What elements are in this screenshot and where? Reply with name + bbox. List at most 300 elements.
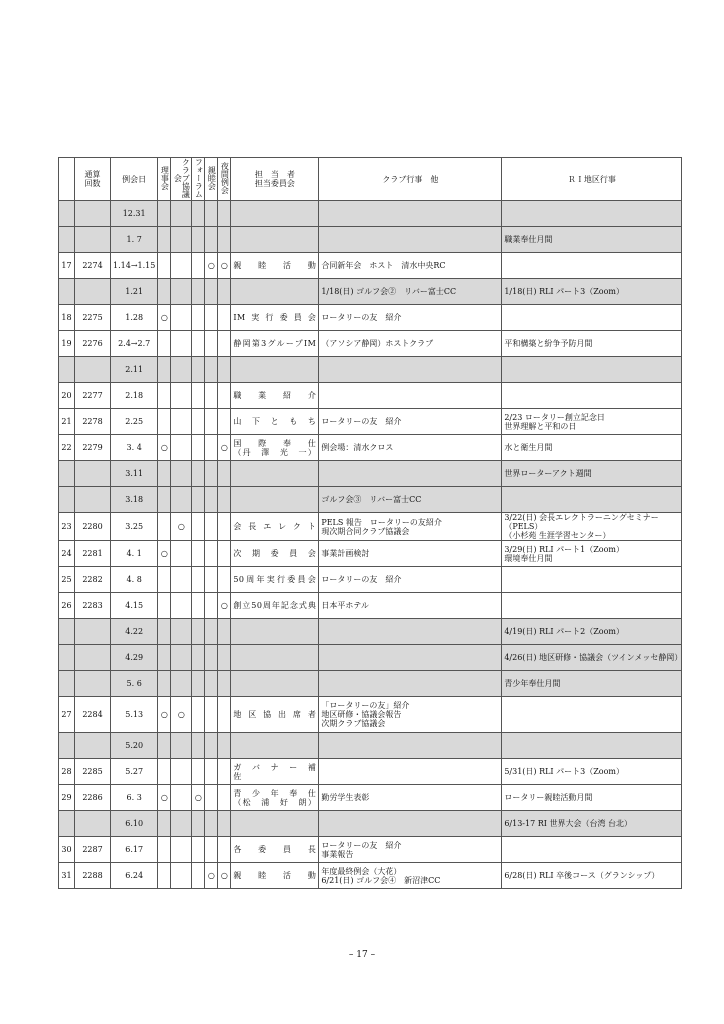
row-ri-event: 4/26(日) 地区研修・協議会（ツインメッセ静岡） — [502, 645, 682, 671]
row-ri-event — [502, 567, 682, 593]
mark-forum — [192, 383, 205, 409]
row-charge: 各 委 員 長 — [231, 837, 319, 863]
mark-forum: ○ — [192, 785, 205, 811]
row-total — [75, 201, 111, 227]
row-club-event — [319, 733, 502, 759]
row-number: 20 — [59, 383, 75, 409]
row-date: 2.4→2.7 — [111, 331, 158, 357]
row-date: 6.17 — [111, 837, 158, 863]
row-number — [59, 645, 75, 671]
mark-social — [205, 513, 218, 541]
mark-night — [218, 461, 231, 487]
row-date: 2.11 — [111, 357, 158, 383]
row-charge — [231, 201, 319, 227]
page-number: – 17 – — [348, 950, 376, 960]
mark-board: ○ — [158, 785, 171, 811]
row-date: 3. 4 — [111, 435, 158, 461]
row-club-event — [319, 759, 502, 785]
mark-night — [218, 357, 231, 383]
header-club-events: クラブ行事 他 — [319, 158, 502, 201]
row-number — [59, 733, 75, 759]
mark-forum — [192, 671, 205, 697]
row-ri-event — [502, 383, 682, 409]
row-date: 6. 3 — [111, 785, 158, 811]
row-total — [75, 671, 111, 697]
row-charge: 職 業 紹 介 — [231, 383, 319, 409]
row-charge: 会長エレクト — [231, 513, 319, 541]
row-ri-event — [502, 837, 682, 863]
row-ri-event — [502, 357, 682, 383]
mark-night — [218, 409, 231, 435]
row-club-event — [319, 227, 502, 253]
mark-social — [205, 645, 218, 671]
row-date: 1.21 — [111, 279, 158, 305]
mark-club-council — [171, 837, 192, 863]
table-row — [59, 331, 682, 357]
row-charge: 国 際 奉 仕 （丹 澤 光 一） — [231, 435, 319, 461]
row-club-event: 年度最終例会（大花） 6/21(日) ゴルフ会④ 新沼津CC — [319, 863, 502, 889]
mark-board — [158, 593, 171, 619]
row-club-event — [319, 201, 502, 227]
mark-forum — [192, 593, 205, 619]
row-charge — [231, 645, 319, 671]
row-ri-event — [502, 697, 682, 733]
table-row — [59, 409, 682, 435]
row-date: 4. 8 — [111, 567, 158, 593]
mark-board — [158, 863, 171, 889]
row-number: 23 — [59, 513, 75, 541]
mark-night — [218, 619, 231, 645]
mark-social: ○ — [205, 253, 218, 279]
table-row — [59, 697, 682, 733]
header-total: 通算 回数 — [75, 158, 111, 201]
table-row — [59, 513, 682, 541]
row-club-event: 「ロータリーの友」紹介 地区研修・協議会報告 次期クラブ協議会 — [319, 697, 502, 733]
row-club-event — [319, 671, 502, 697]
table-row — [59, 733, 682, 759]
row-ri-event: 平和構築と紛争予防月間 — [502, 331, 682, 357]
row-ri-event: 5/31(日) RLI パート3（Zoom） — [502, 759, 682, 785]
row-ri-event: 1/18(日) RLI パート3（Zoom） — [502, 279, 682, 305]
row-date: 3.25 — [111, 513, 158, 541]
row-date: 1. 7 — [111, 227, 158, 253]
row-charge: 地区協出席者 — [231, 697, 319, 733]
mark-forum — [192, 253, 205, 279]
table-row — [59, 227, 682, 253]
mark-board — [158, 201, 171, 227]
row-charge — [231, 461, 319, 487]
mark-board — [158, 811, 171, 837]
mark-board — [158, 357, 171, 383]
mark-night — [218, 671, 231, 697]
row-charge — [231, 279, 319, 305]
mark-board — [158, 733, 171, 759]
mark-social — [205, 487, 218, 513]
row-ri-event: 6/13-17 RI 世界大会（台湾 台北） — [502, 811, 682, 837]
row-club-event: ロータリーの友 紹介 事業報告 — [319, 837, 502, 863]
table-row — [59, 279, 682, 305]
row-charge — [231, 619, 319, 645]
mark-board — [158, 409, 171, 435]
mark-club-council — [171, 227, 192, 253]
mark-club-council — [171, 733, 192, 759]
table-row — [59, 541, 682, 567]
mark-social — [205, 733, 218, 759]
mark-social — [205, 279, 218, 305]
row-ri-event: 2/23 ロータリー創立記念日 世界理解と平和の日 — [502, 409, 682, 435]
mark-social — [205, 383, 218, 409]
row-ri-event — [502, 487, 682, 513]
mark-social — [205, 619, 218, 645]
mark-social — [205, 697, 218, 733]
table-row — [59, 201, 682, 227]
mark-club-council — [171, 567, 192, 593]
row-ri-event — [502, 305, 682, 331]
row-charge: 静岡第3グループIM — [231, 331, 319, 357]
row-number: 19 — [59, 331, 75, 357]
table-row — [59, 619, 682, 645]
mark-forum — [192, 619, 205, 645]
row-total — [75, 645, 111, 671]
mark-board — [158, 461, 171, 487]
row-total: 2282 — [75, 567, 111, 593]
header-ri-events: ＲＩ地区行事 — [502, 158, 682, 201]
mark-club-council — [171, 305, 192, 331]
mark-social — [205, 357, 218, 383]
mark-forum — [192, 227, 205, 253]
row-total: 2280 — [75, 513, 111, 541]
mark-board: ○ — [158, 435, 171, 461]
row-charge — [231, 227, 319, 253]
table-row — [59, 671, 682, 697]
mark-club-council — [171, 541, 192, 567]
mark-club-council — [171, 487, 192, 513]
row-number: 31 — [59, 863, 75, 889]
mark-night — [218, 227, 231, 253]
mark-night: ○ — [218, 863, 231, 889]
mark-social — [205, 201, 218, 227]
mark-board — [158, 383, 171, 409]
table-row — [59, 383, 682, 409]
schedule-table — [58, 157, 682, 889]
row-total: 2287 — [75, 837, 111, 863]
row-total: 2281 — [75, 541, 111, 567]
mark-board — [158, 331, 171, 357]
row-number: 22 — [59, 435, 75, 461]
row-charge — [231, 357, 319, 383]
header-date: 例会日 — [111, 158, 158, 201]
row-date: 4. 1 — [111, 541, 158, 567]
mark-club-council — [171, 619, 192, 645]
row-number — [59, 811, 75, 837]
mark-board — [158, 837, 171, 863]
mark-forum — [192, 435, 205, 461]
row-total: 2278 — [75, 409, 111, 435]
row-ri-event: 3/22(日) 会長エレクトラーニングセミナー（PELS） （小杉苑 生涯学習センター） — [502, 513, 682, 541]
mark-night: ○ — [218, 435, 231, 461]
row-number — [59, 671, 75, 697]
mark-board — [158, 619, 171, 645]
row-charge — [231, 733, 319, 759]
mark-night — [218, 837, 231, 863]
mark-forum — [192, 811, 205, 837]
row-total — [75, 733, 111, 759]
mark-club-council — [171, 645, 192, 671]
row-club-event: ロータリーの友 紹介 — [319, 567, 502, 593]
mark-night — [218, 811, 231, 837]
row-number: 18 — [59, 305, 75, 331]
mark-forum — [192, 837, 205, 863]
table-row — [59, 435, 682, 461]
row-total: 2284 — [75, 697, 111, 733]
mark-night — [218, 279, 231, 305]
mark-night: ○ — [218, 253, 231, 279]
row-club-event — [319, 461, 502, 487]
mark-social — [205, 593, 218, 619]
row-number: 26 — [59, 593, 75, 619]
mark-night — [218, 383, 231, 409]
mark-board — [158, 759, 171, 785]
mark-forum — [192, 567, 205, 593]
table-row — [59, 253, 682, 279]
row-charge: 50周年実行委員会 — [231, 567, 319, 593]
mark-forum — [192, 201, 205, 227]
mark-forum — [192, 733, 205, 759]
row-date: 2.18 — [111, 383, 158, 409]
row-club-event: ゴルフ会③ リバー富士CC — [319, 487, 502, 513]
row-charge — [231, 671, 319, 697]
mark-board — [158, 513, 171, 541]
mark-night — [218, 305, 231, 331]
row-total: 2285 — [75, 759, 111, 785]
row-date: 3.11 — [111, 461, 158, 487]
mark-forum — [192, 541, 205, 567]
row-ri-event — [502, 253, 682, 279]
mark-social — [205, 409, 218, 435]
row-club-event: 事業計画検討 — [319, 541, 502, 567]
row-ri-event — [502, 593, 682, 619]
table-row — [59, 567, 682, 593]
row-total: 2288 — [75, 863, 111, 889]
mark-club-council — [171, 863, 192, 889]
row-number: 28 — [59, 759, 75, 785]
row-charge: 創立50周年記念式典 — [231, 593, 319, 619]
row-number: 25 — [59, 567, 75, 593]
row-ri-event: 6/28(日) RLI 卒後コース（グランシップ） — [502, 863, 682, 889]
row-total — [75, 487, 111, 513]
mark-forum — [192, 697, 205, 733]
mark-social — [205, 759, 218, 785]
row-charge: 親 睦 活 動 — [231, 253, 319, 279]
row-charge: 親 睦 活 動 — [231, 863, 319, 889]
row-club-event — [319, 619, 502, 645]
row-number — [59, 487, 75, 513]
header-no — [59, 158, 75, 201]
row-total — [75, 461, 111, 487]
row-number — [59, 619, 75, 645]
row-number — [59, 279, 75, 305]
row-number: 29 — [59, 785, 75, 811]
mark-social — [205, 435, 218, 461]
mark-social — [205, 227, 218, 253]
mark-social — [205, 811, 218, 837]
header-social: 親睦会 — [205, 158, 218, 201]
row-total: 2276 — [75, 331, 111, 357]
row-date: 1.28 — [111, 305, 158, 331]
header-forum: フォーラム — [192, 158, 205, 201]
mark-night — [218, 733, 231, 759]
row-club-event — [319, 383, 502, 409]
row-charge: ガ バ ナ ー 補 佐 — [231, 759, 319, 785]
row-ri-event: 4/19(日) RLI パート2（Zoom） — [502, 619, 682, 645]
mark-club-council — [171, 435, 192, 461]
row-total — [75, 811, 111, 837]
row-charge — [231, 487, 319, 513]
row-club-event — [319, 811, 502, 837]
row-charge: 山 下 と も ち — [231, 409, 319, 435]
row-date: 5.20 — [111, 733, 158, 759]
row-date: 5. 6 — [111, 671, 158, 697]
mark-night — [218, 645, 231, 671]
mark-club-council — [171, 811, 192, 837]
mark-board — [158, 253, 171, 279]
row-ri-event: 青少年奉仕月間 — [502, 671, 682, 697]
mark-forum — [192, 863, 205, 889]
header-club-council: クラブ協議会 — [171, 158, 192, 201]
mark-board — [158, 567, 171, 593]
row-number: 27 — [59, 697, 75, 733]
mark-social — [205, 541, 218, 567]
mark-social — [205, 837, 218, 863]
row-number — [59, 201, 75, 227]
row-date: 3.18 — [111, 487, 158, 513]
row-charge — [231, 811, 319, 837]
table-row — [59, 357, 682, 383]
row-ri-event: 3/29(日) RLI パート1（Zoom） 環境奉仕月間 — [502, 541, 682, 567]
mark-club-council — [171, 785, 192, 811]
mark-forum — [192, 305, 205, 331]
row-club-event: （アソシア静岡）ホストクラブ — [319, 331, 502, 357]
table-row — [59, 837, 682, 863]
mark-club-council — [171, 253, 192, 279]
header-night: 夜間例会 — [218, 158, 231, 201]
mark-club-council — [171, 671, 192, 697]
row-club-event: 例会場：清水クロス — [319, 435, 502, 461]
header-board: 理事会 — [158, 158, 171, 201]
row-ri-event: ロータリー親睦活動月間 — [502, 785, 682, 811]
mark-club-council — [171, 279, 192, 305]
row-total: 2277 — [75, 383, 111, 409]
table-row — [59, 759, 682, 785]
row-club-event — [319, 357, 502, 383]
header-row — [59, 158, 682, 201]
row-date: 1.14→1.15 — [111, 253, 158, 279]
mark-night — [218, 541, 231, 567]
row-club-event — [319, 645, 502, 671]
mark-club-council: ○ — [171, 697, 192, 733]
row-total — [75, 357, 111, 383]
row-date: 5.13 — [111, 697, 158, 733]
mark-board: ○ — [158, 697, 171, 733]
mark-night: ○ — [218, 593, 231, 619]
mark-night — [218, 567, 231, 593]
mark-club-council — [171, 383, 192, 409]
row-club-event: PELS 報告 ロータリーの友紹介 現次期合同クラブ協議会 — [319, 513, 502, 541]
table-row — [59, 461, 682, 487]
row-ri-event — [502, 733, 682, 759]
row-number — [59, 357, 75, 383]
table-row — [59, 593, 682, 619]
mark-club-council — [171, 409, 192, 435]
row-ri-event: 職業奉仕月間 — [502, 227, 682, 253]
row-number: 21 — [59, 409, 75, 435]
mark-club-council — [171, 759, 192, 785]
row-date: 12.31 — [111, 201, 158, 227]
mark-board — [158, 645, 171, 671]
mark-night — [218, 487, 231, 513]
mark-social: ○ — [205, 863, 218, 889]
row-total: 2279 — [75, 435, 111, 461]
row-club-event: 勤労学生表彰 — [319, 785, 502, 811]
row-date: 4.15 — [111, 593, 158, 619]
mark-social — [205, 461, 218, 487]
row-date: 6.24 — [111, 863, 158, 889]
mark-forum — [192, 487, 205, 513]
row-total — [75, 619, 111, 645]
mark-night — [218, 201, 231, 227]
mark-social — [205, 671, 218, 697]
mark-board: ○ — [158, 305, 171, 331]
row-number: 30 — [59, 837, 75, 863]
table-row — [59, 487, 682, 513]
mark-board — [158, 279, 171, 305]
mark-club-council — [171, 357, 192, 383]
table-row — [59, 305, 682, 331]
mark-forum — [192, 461, 205, 487]
mark-forum — [192, 331, 205, 357]
mark-forum — [192, 645, 205, 671]
row-date: 5.27 — [111, 759, 158, 785]
row-club-event: 1/18(日) ゴルフ会② リバー富士CC — [319, 279, 502, 305]
mark-social — [205, 331, 218, 357]
mark-forum — [192, 513, 205, 541]
table-row — [59, 785, 682, 811]
mark-night — [218, 697, 231, 733]
row-total — [75, 279, 111, 305]
mark-night — [218, 785, 231, 811]
row-charge: 青 少 年 奉 仕 （松 浦 好 朗） — [231, 785, 319, 811]
row-club-event: 日本平ホテル — [319, 593, 502, 619]
mark-social — [205, 567, 218, 593]
mark-board — [158, 487, 171, 513]
row-date: 6.10 — [111, 811, 158, 837]
mark-forum — [192, 409, 205, 435]
mark-social — [205, 305, 218, 331]
mark-club-council: ○ — [171, 513, 192, 541]
mark-forum — [192, 279, 205, 305]
row-club-event: ロータリーの友 紹介 — [319, 305, 502, 331]
mark-club-council — [171, 461, 192, 487]
row-number: 24 — [59, 541, 75, 567]
mark-forum — [192, 759, 205, 785]
header-charge: 担 当 者 担当委員会 — [231, 158, 319, 201]
row-total: 2274 — [75, 253, 111, 279]
table-row — [59, 645, 682, 671]
table-row — [59, 863, 682, 889]
mark-board: ○ — [158, 541, 171, 567]
mark-club-council — [171, 201, 192, 227]
row-total: 2286 — [75, 785, 111, 811]
